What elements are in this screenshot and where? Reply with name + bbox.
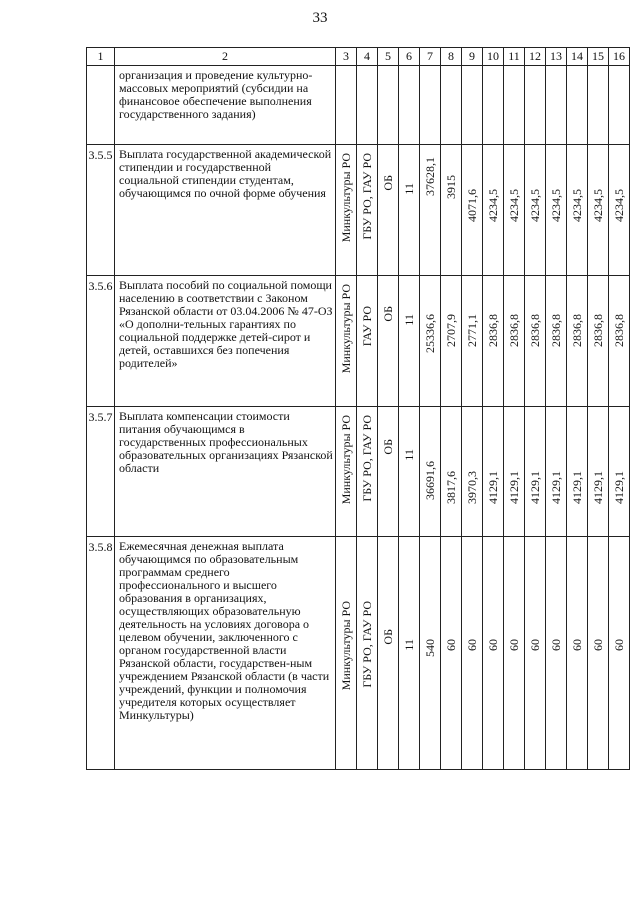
executor-cell: Минкультуры РО bbox=[339, 153, 353, 243]
recipient-cell: ГБУ РО, ГАУ РО bbox=[360, 153, 374, 240]
value-cell: 2707,9 bbox=[444, 314, 458, 347]
value-cell: 4234,5 bbox=[612, 189, 626, 222]
value-cell: 60 bbox=[465, 639, 479, 651]
value-cell: 60 bbox=[486, 639, 500, 651]
value-cell: 4129,1 bbox=[591, 471, 605, 504]
budget-table bbox=[86, 47, 630, 770]
value-cell: 4234,5 bbox=[507, 189, 521, 222]
header-cell: 4 bbox=[357, 48, 378, 66]
header-cell: 9 bbox=[462, 48, 483, 66]
row-description: Выплата государственной академической стипендии и государственной социальной стипендии студентам, обучающимся по очной форме обучения bbox=[115, 145, 336, 276]
value-cell: 60 bbox=[528, 639, 542, 651]
row-description: Выплата компенсации стоимости питания обучающимся в государственных профессиональных образовательных организациях Рязанской области bbox=[115, 407, 336, 537]
row-number: 3.5.5 bbox=[87, 145, 115, 276]
header-cell: 10 bbox=[483, 48, 504, 66]
row-number: 3.5.8 bbox=[87, 537, 115, 770]
value-cell: 4129,1 bbox=[570, 471, 584, 504]
value-cell: 2836,8 bbox=[549, 314, 563, 347]
code-cell: 11 bbox=[402, 639, 416, 651]
source-cell: ОБ bbox=[381, 629, 395, 645]
header-cell: 7 bbox=[420, 48, 441, 66]
header-cell: 15 bbox=[588, 48, 609, 66]
value-cell: 4129,1 bbox=[549, 471, 563, 504]
row-description: Выплата пособий по социальной помощи населению в соответствии с Законом Рязанской области от 03.04.2006 № 47-ОЗ «О дополни-тельных гарантиях по социальной поддержке детей-сирот и детей, оставшихся без попечения родителей» bbox=[115, 276, 336, 407]
row-description: Ежемесячная денежная выплата обучающимся по образовательным программам среднего профессионального и высшего образования в организациях, осуществляющих образовательную деятельность на условиях договора о целевом обучении, заключенного с органом государственной власти Рязанской области, государствен-ным учреждением Рязанской области (в части учреждений, функции и полномочия учредителя которых осуществляет Минкультуры) bbox=[115, 537, 336, 770]
value-cell: 4129,1 bbox=[528, 471, 542, 504]
value-cell: 2771,1 bbox=[465, 314, 479, 347]
header-cell: 1 bbox=[87, 48, 115, 66]
value-cell: 60 bbox=[444, 639, 458, 651]
source-cell: ОБ bbox=[381, 175, 395, 191]
header-cell: 2 bbox=[115, 48, 336, 66]
code-cell: 11 bbox=[402, 183, 416, 195]
table-row bbox=[87, 537, 630, 770]
value-cell: 4234,5 bbox=[486, 189, 500, 222]
executor-cell: Минкультуры РО bbox=[339, 415, 353, 505]
value-cell: 2836,8 bbox=[570, 314, 584, 347]
value-cell: 37628,1 bbox=[423, 157, 437, 196]
value-cell: 4234,5 bbox=[528, 189, 542, 222]
value-cell: 60 bbox=[549, 639, 563, 651]
value-cell: 4234,5 bbox=[549, 189, 563, 222]
header-cell: 14 bbox=[567, 48, 588, 66]
header-cell: 6 bbox=[399, 48, 420, 66]
executor-cell: Минкультуры РО bbox=[339, 284, 353, 374]
table-row bbox=[87, 145, 630, 276]
value-cell: 60 bbox=[612, 639, 626, 651]
recipient-cell: ГБУ РО, ГАУ РО bbox=[360, 601, 374, 688]
value-cell: 25336,6 bbox=[423, 314, 437, 353]
source-cell: ОБ bbox=[381, 306, 395, 322]
value-cell: 540 bbox=[423, 639, 437, 657]
header-cell: 16 bbox=[609, 48, 630, 66]
value-cell: 60 bbox=[591, 639, 605, 651]
executor-cell: Минкультуры РО bbox=[339, 601, 353, 691]
value-cell: 2836,8 bbox=[486, 314, 500, 347]
code-cell: 11 bbox=[402, 449, 416, 461]
value-cell: 4129,1 bbox=[507, 471, 521, 504]
table-row bbox=[87, 276, 630, 407]
value-cell: 4129,1 bbox=[612, 471, 626, 504]
table-row bbox=[87, 407, 630, 537]
value-cell: 2836,8 bbox=[591, 314, 605, 347]
value-cell: 2836,8 bbox=[528, 314, 542, 347]
value-cell: 2836,8 bbox=[612, 314, 626, 347]
value-cell: 3915 bbox=[444, 175, 458, 199]
value-cell: 60 bbox=[570, 639, 584, 651]
header-cell: 13 bbox=[546, 48, 567, 66]
source-cell: ОБ bbox=[381, 439, 395, 455]
header-cell: 11 bbox=[504, 48, 525, 66]
header-cell: 5 bbox=[378, 48, 399, 66]
row-number: 3.5.6 bbox=[87, 276, 115, 407]
header-cell: 12 bbox=[525, 48, 546, 66]
value-cell: 60 bbox=[507, 639, 521, 651]
value-cell: 4234,5 bbox=[570, 189, 584, 222]
row-number: 3.5.7 bbox=[87, 407, 115, 537]
header-cell: 3 bbox=[336, 48, 357, 66]
value-cell: 4129,1 bbox=[486, 471, 500, 504]
code-cell: 11 bbox=[402, 314, 416, 326]
value-cell: 4234,5 bbox=[591, 189, 605, 222]
recipient-cell: ГАУ РО bbox=[360, 306, 374, 347]
value-cell: 3970,3 bbox=[465, 471, 479, 504]
header-cell: 8 bbox=[441, 48, 462, 66]
table-row bbox=[87, 66, 630, 145]
value-cell: 3817,6 bbox=[444, 471, 458, 504]
row-number bbox=[87, 66, 115, 145]
recipient-cell: ГБУ РО, ГАУ РО bbox=[360, 415, 374, 502]
page-number: 33 bbox=[312, 10, 328, 26]
value-cell: 36691,6 bbox=[423, 461, 437, 500]
value-cell: 4071,6 bbox=[465, 189, 479, 222]
value-cell: 2836,8 bbox=[507, 314, 521, 347]
row-description: организация и проведение культурно-массовых мероприятий (субсидии на финансовое обеспечение выполнения государственного задания) bbox=[115, 66, 336, 145]
header-row bbox=[87, 48, 630, 66]
